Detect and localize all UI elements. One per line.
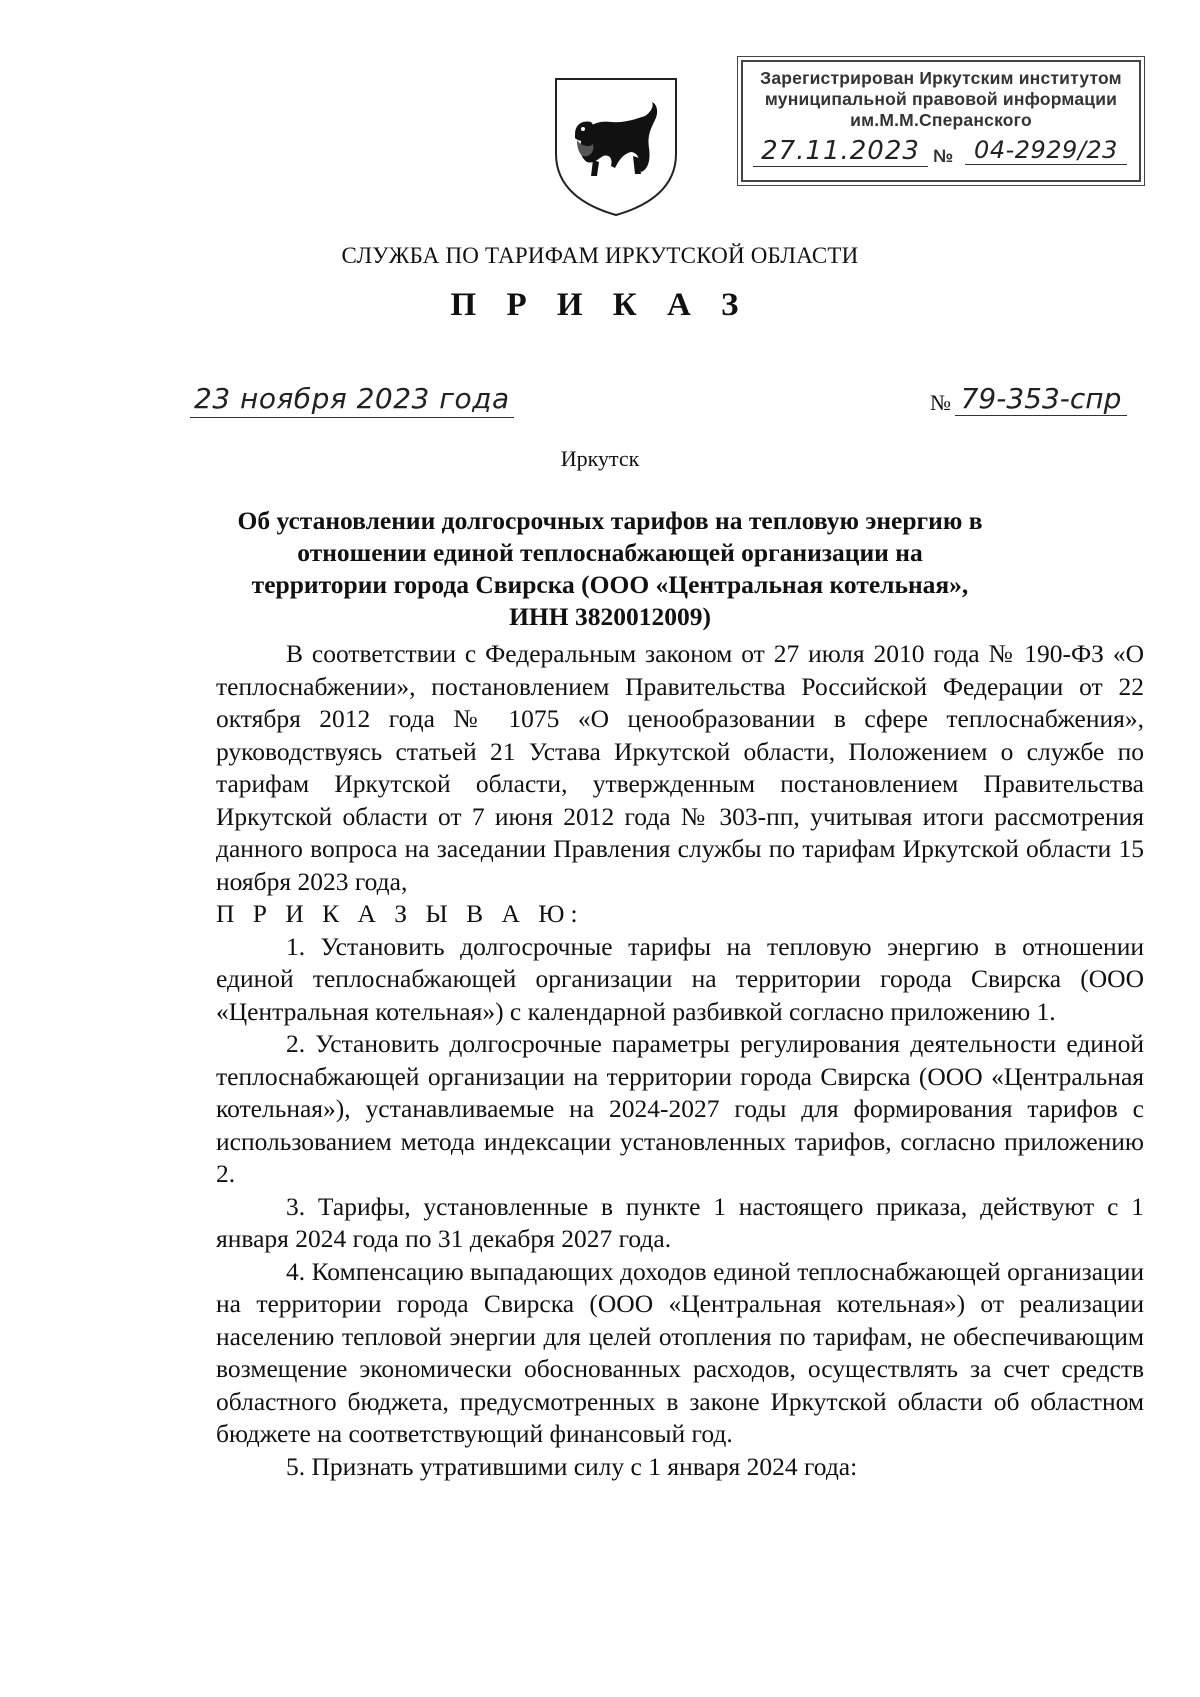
order-date: 23 ноября 2023 года	[190, 382, 514, 418]
stamp-line-2: муниципальной правовой информации	[764, 89, 1118, 109]
document-type: П Р И К А З	[450, 287, 750, 323]
stamp-number-label: №	[933, 146, 954, 166]
order-item: 4. Компенсацию выпадающих доходов единой теплоснабжающей организации на территории города Свирска (ООО «Центральная котельная») от реализации населению тепловой энергии для целей отопления по тарифам, не обеспечивающим возмещение экономически обоснованных расходов, осуществлять за счет средств областного бюджета, предусмотренных в законе Иркутской области об областном бюджете на соответствующий финансовый год.	[216, 1256, 1144, 1448]
order-item: 2. Установить долгосрочные параметры регулирования деятельности единой теплоснабжающей организации на территории города Свирска (ООО «Центральная котельная»), устанавливаемые на 2024-2027 годы для формирования тарифов с использованием метода индексации установленных тарифов, согласно приложению 2.	[216, 1029, 1144, 1188]
order-item: 5. Признать утратившими силу с 1 января 2024 года:	[286, 1451, 858, 1481]
order-number: 79-353-спр	[955, 382, 1127, 416]
stamp-number: 04-2929/23	[965, 136, 1127, 165]
command-word: П Р И К А З Ы В А Ю:	[216, 899, 584, 928]
stamp-date: 27.11.2023	[753, 136, 928, 167]
stamp-registration-row	[743, 134, 1139, 174]
order-number-label: №	[930, 390, 951, 415]
order-item: 3. Тарифы, установленные в пункте 1 настоящего приказа, действуют с 1 января 2024 года по 31 декабря 2027 года.	[216, 1191, 1144, 1253]
stamp-line-3: им.М.М.Сперанского	[850, 110, 1032, 130]
document-title: Об установлении долгосрочных тарифов на тепловую энергию в отношении единой теплоснабжающей организации на территории города Свирска (ООО «Центральная котельная», ИНН 3820012009)	[237, 506, 983, 631]
document-body	[216, 638, 1144, 1483]
order-number-block	[930, 382, 1127, 416]
stamp-line-1: Зарегистрирован Иркутским институтом	[760, 68, 1122, 88]
order-item: 1. Установить долгосрочные тарифы на тепловую энергию в отношении единой теплоснабжающей организации на территории города Свирска (ООО «Центральная котельная») с календарной разбивкой согласно приложению 1.	[216, 931, 1144, 1026]
preamble-paragraph: В соответствии с Федеральным законом от 27 июля 2010 года № 190-ФЗ «О теплоснабжении», постановлением Правительства Российской Федерации от 22 октября 2012 года № 1075 «О ценообразовании в сфере теплоснабжения», руководствуясь статьей 21 Устава Иркутской области, Положением о службе по тарифам Иркутской области, утвержденным постановлением Правительства Иркутской области от 7 июня 2012 года № 303-пп, учитывая итоги рассмотрения данного вопроса на заседании Правления службы по тарифам Иркутской области 15 ноября 2023 года,	[216, 639, 1144, 896]
agency-name: СЛУЖБА ПО ТАРИФАМ ИРКУТСКОЙ ОБЛАСТИ	[341, 243, 859, 268]
registration-stamp	[741, 60, 1141, 182]
city: Иркутск	[560, 446, 640, 471]
coat-of-arms-emblem	[553, 76, 679, 218]
